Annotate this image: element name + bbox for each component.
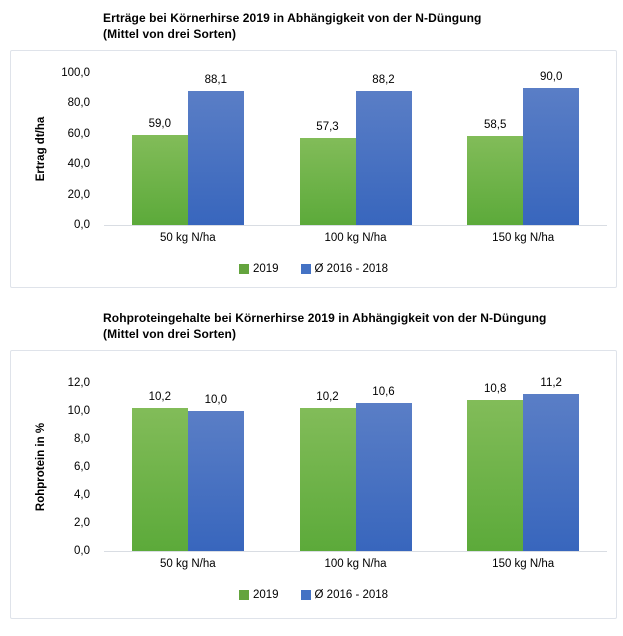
y-axis-ticks [11,377,97,557]
plot-area [104,377,607,552]
y-tick-label: 12,0 [67,377,90,389]
yield-chart-title [103,10,623,42]
data-label: 10,2 [316,391,339,404]
data-label: 88,2 [372,73,395,86]
legend-swatch-icon [301,590,311,600]
chart-title-line1: Erträge bei Körnerhirse 2019 in Abhängigkeit von der N-Düngung [103,11,482,25]
protein-chart-title [103,310,623,342]
data-label: 59,0 [148,118,172,131]
bar-series-2019 [300,391,356,551]
yield-chart-section [10,10,623,288]
x-category-label: 150 kg N/ha [492,232,555,244]
legend-swatch-icon [301,264,311,274]
y-tick-label: 8,0 [74,433,90,445]
legend-label: 2019 [252,263,279,275]
bar-series-avg-2016-2018 [523,377,579,551]
y-tick-label: 10,0 [67,405,90,417]
x-axis-labels [104,558,607,570]
legend-label: Ø 2016 - 2018 [314,263,389,275]
y-tick-label: 0,0 [74,219,90,231]
legend-item-series-2019 [239,263,279,275]
y-tick-label: 60,0 [67,127,90,140]
bar-series-avg-2016-2018 [356,73,412,225]
y-axis-ticks [11,67,97,231]
yield-chart-frame [10,50,617,288]
y-axis-title: Rohprotein in % [35,422,47,512]
bar-group [272,385,440,551]
protein-chart-frame [10,350,617,619]
data-label: 58,5 [483,119,507,132]
chart-title-line2: (Mittel von drei Sorten) [103,327,237,341]
x-category-label: 50 kg N/ha [160,558,216,570]
chart-title-line1: Rohproteingehalte bei Körnerhirse 2019 in Abhängigkeit von der N-Düngung [103,311,547,325]
legend [11,263,616,275]
data-label: 88,1 [204,74,228,87]
bar-series-2019 [467,119,523,225]
bar-series-avg-2016-2018 [188,394,244,551]
bar-group [272,73,440,225]
bar-series-avg-2016-2018 [356,385,412,551]
y-tick-label: 100,0 [61,67,90,79]
data-label: 57,3 [316,120,339,133]
y-tick-label: 6,0 [74,461,90,473]
data-label: 10,0 [204,394,228,406]
legend-item-series-avg-2016-2018 [301,589,389,601]
bar-group [439,71,607,225]
legend-swatch-icon [239,590,249,600]
bar-series-avg-2016-2018 [523,71,579,225]
legend-item-series-2019 [239,589,279,601]
plot-area [104,73,607,226]
legend [11,589,616,601]
x-category-label: 150 kg N/ha [492,558,555,570]
y-tick-label: 0,0 [74,545,90,557]
data-label: 11,2 [540,377,562,390]
y-tick-label: 80,0 [67,97,90,110]
legend-label: Ø 2016 - 2018 [314,589,389,601]
x-axis-labels [104,232,607,244]
legend-label: 2019 [252,589,279,601]
bar-series-2019 [132,118,188,225]
x-category-label: 100 kg N/ha [324,558,387,570]
bar-group [104,391,272,551]
y-tick-label: 40,0 [67,158,90,171]
y-tick-label: 20,0 [67,188,90,201]
bar-series-2019 [300,120,356,225]
data-label: 10,2 [148,391,172,404]
legend-swatch-icon [239,264,249,274]
x-category-label: 100 kg N/ha [324,232,387,244]
bar-group [439,377,607,551]
y-tick-label: 4,0 [74,489,90,501]
data-label: 10,6 [372,385,395,398]
y-tick-label: 2,0 [74,517,90,529]
bar-series-2019 [132,391,188,551]
bar-series-2019 [467,382,523,551]
legend-item-series-avg-2016-2018 [301,263,389,275]
protein-chart-section [10,310,623,619]
bar-group [104,74,272,225]
x-category-label: 50 kg N/ha [160,232,216,244]
data-label: 90,0 [539,71,563,84]
y-axis-title: Ertrag dt/ha [35,116,47,182]
bar-series-avg-2016-2018 [188,74,244,225]
data-label: 10,8 [483,382,507,395]
chart-title-line2: (Mittel von drei Sorten) [103,27,237,41]
